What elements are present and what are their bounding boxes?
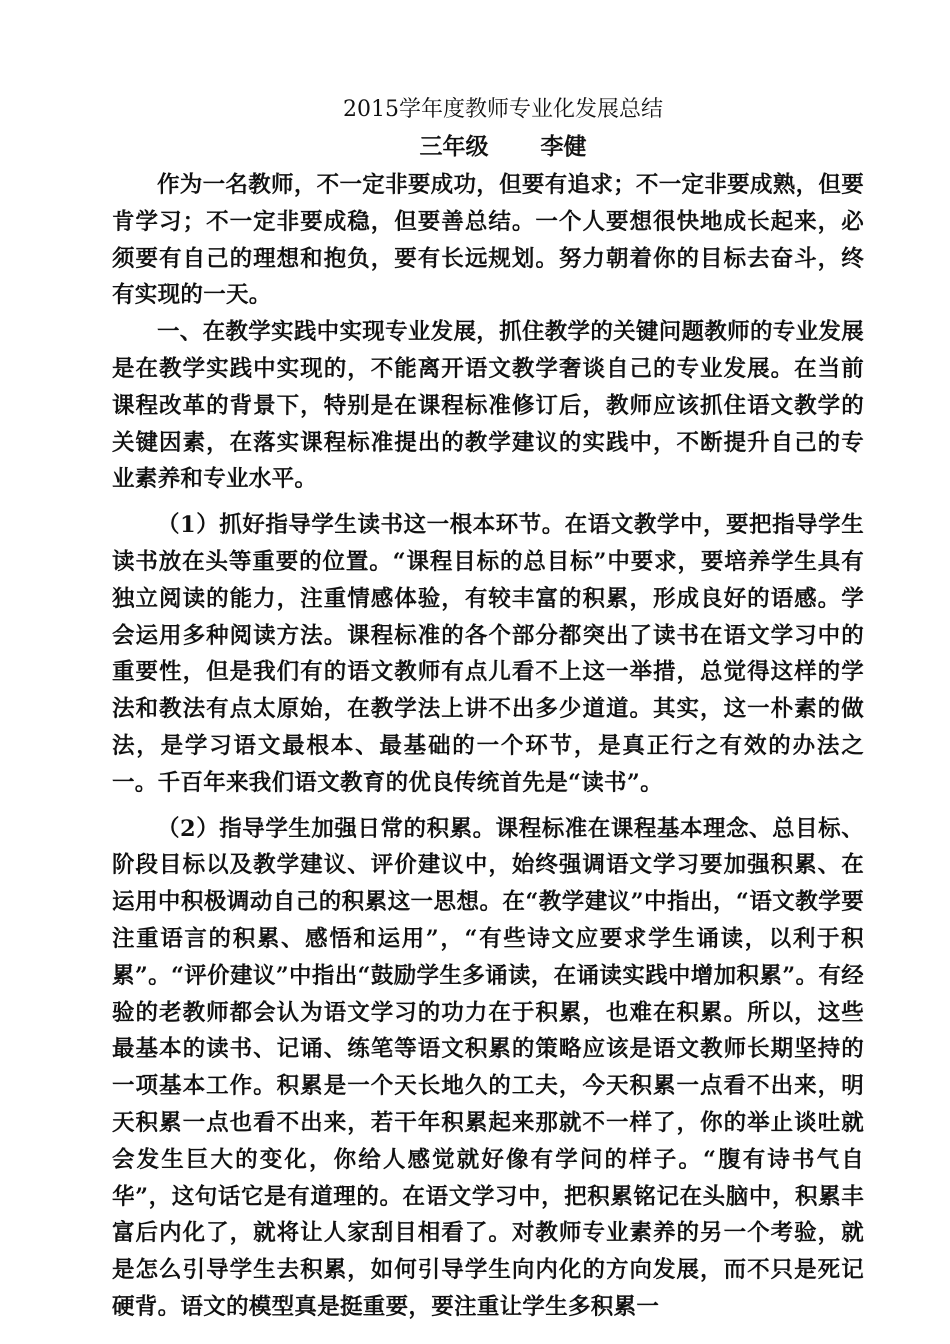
grade-label: 三年级 — [419, 133, 489, 160]
document-title: 2015学年度教师专业化发展总结 — [343, 97, 663, 122]
section-one-paragraph: 一、在教学实践中实现专业发展，抓住教学的关键问题教师的专业发展是在教学实践中实现的，不能离开语文教学奢谈自己的专业发展。在当前课程改革的背景下，特别是在课程标准修订后，教师应该抓住语文教学的关键因素，在落实课程标准提出的教学建议的实践中，不断提升自己的专业素养和专业水平。 — [112, 319, 864, 493]
point-one-paragraph: （1）抓好指导学生读书这一根本环节。在语文教学中，要把指导学生读书放在头等重要的位置。“课程目标的总目标”中要求，要培养学生具有独立阅读的能力，注重情感体验，有较丰富的积累，形成良好的语感。学会运用多种阅读方法。课程标准的各个部分都突出了读书在语文学习中的重要性，但是我们有的语文教师有点儿看不上这一举措，总觉得这样的学法和教法有点太原始，在教学法上讲不出多少道道。其实，这一朴素的做法，是学习语文最根本、最基础的一个环节，是真正行之有效的办法之一。千百年来我们语文教育的优良传统首先是“读书”。 — [112, 512, 864, 796]
intro-paragraph: 作为一名教师，不一定非要成功，但要有追求；不一定非要成熟，但要肯学习；不一定非要成稳，但要善总结。一个人要想很快地成长起来，必须要有自己的理想和抱负，要有长远规划。努力朝着你的目标去奋斗，终有实现的一天。 — [112, 172, 864, 309]
author-name: 李健 — [540, 133, 587, 160]
byline — [112, 128, 864, 166]
document-page — [112, 92, 864, 1326]
point-two-paragraph: （2）指导学生加强日常的积累。课程标准在课程基本理念、总目标、阶段目标以及教学建议、评价建议中，始终强调语文学习要加强积累、在运用中积极调动自己的积累这一思想。在“教学建议”中指出，“语文教学要注重语言的积累、感悟和运用”，“有些诗文应要求学生诵读，以利于积累”。“评价建议”中指出“鼓励学生多诵读，在诵读实践中增加积累”。有经验的老教师都会认为语文学习的功力在于积累，也难在积累。所以，这些最基本的读书、记诵、练笔等语文积累的策略应该是语文教师长期坚持的一项基本工作。积累是一个天长地久的工夫，今天积累一点看不出来，明天积累一点也看不出来，若干年积累起来那就不一样了，你的举止谈吐就会发生巨大的变化，你给人感觉就好像有学问的样子。“腹有诗书气自华”，这句话它是有道理的。在语文学习中，把积累铭记在头脑中，积累丰富后内化了，就将让人家刮目相看了。对教师专业素养的另一个考验，就是怎么引导学生去积累，如何引导学生向内化的方向发展，而不只是死记硬背。语文的模型真是挺重要，要注重让学生多积累一 — [112, 815, 864, 1320]
